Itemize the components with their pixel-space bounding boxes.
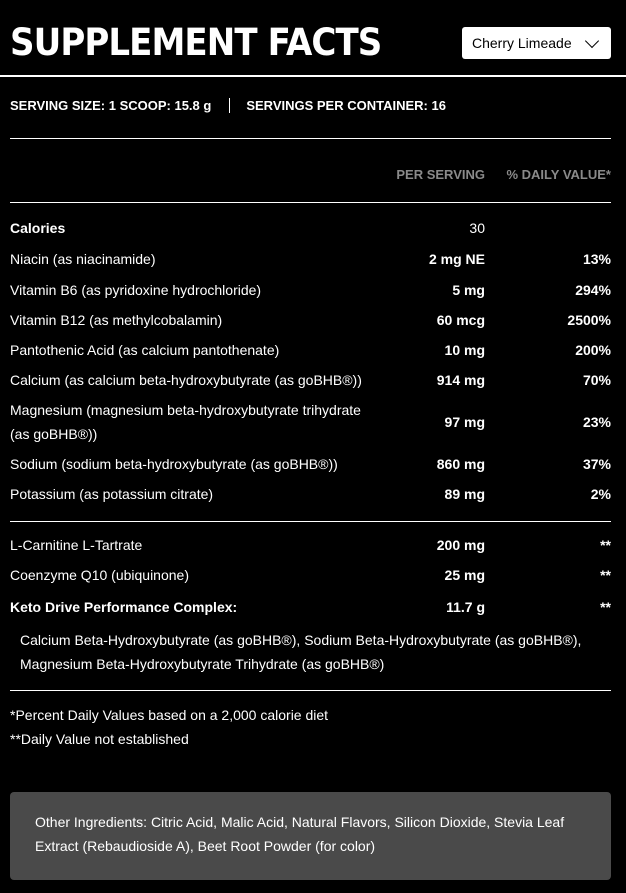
serving-info bbox=[10, 98, 446, 113]
nutrient-daily-value: 13% bbox=[582, 251, 611, 267]
nutrient-name: Potassium (as potassium citrate) bbox=[10, 486, 214, 502]
column-header-divider bbox=[10, 202, 611, 203]
nutrient-amount: 89 mg bbox=[444, 486, 485, 502]
chevron-down-icon bbox=[585, 33, 599, 47]
nutrient-name: Vitamin B12 (as methylcobalamin) bbox=[10, 312, 223, 328]
nutrient-name: Niacin (as niacinamide) bbox=[10, 251, 156, 267]
flavor-dropdown[interactable] bbox=[462, 27, 611, 59]
ingredient-name: Keto Drive Performance Complex: bbox=[10, 599, 238, 615]
servings-per-container: SERVINGS PER CONTAINER: 16 bbox=[246, 98, 446, 113]
nutrient-name: Calcium (as calcium beta-hydroxybutyrate (as goBHB®)) bbox=[10, 372, 362, 388]
nutrient-name: Vitamin B6 (as pyridoxine hydrochloride) bbox=[10, 282, 262, 298]
header-divider bbox=[0, 75, 626, 77]
nutrient-name-continued: (as goBHB®)) bbox=[10, 426, 98, 442]
ingredient-amount: 11.7 g bbox=[446, 599, 485, 615]
ingredient-name: L-Carnitine L-Tartrate bbox=[10, 537, 143, 553]
serving-size: SERVING SIZE: 1 SCOOP: 15.8 g bbox=[10, 98, 212, 113]
complex-detail bbox=[20, 628, 600, 676]
nutrient-amount: 30 bbox=[469, 220, 485, 236]
complex-detail-line: Magnesium Beta-Hydroxybutyrate Trihydrate (as goBHB®) bbox=[20, 656, 385, 672]
footnote-daily-value: *Percent Daily Values based on a 2,000 calorie diet bbox=[10, 707, 329, 723]
nutrients-divider bbox=[10, 521, 611, 522]
ingredient-daily-value: ** bbox=[600, 567, 611, 583]
complex-detail-line: Calcium Beta-Hydroxybutyrate (as goBHB®), Sodium Beta-Hydroxybutyrate (as goBHB®), bbox=[20, 632, 582, 648]
ingredient-name: Coenzyme Q10 (ubiquinone) bbox=[10, 567, 189, 583]
nutrient-daily-value: 70% bbox=[582, 372, 611, 388]
nutrient-daily-value: 2500% bbox=[567, 312, 611, 328]
nutrient-name: Magnesium (magnesium beta-hydroxybutyrate trihydrate bbox=[10, 402, 361, 418]
flavor-selected-value: Cherry Limeade bbox=[472, 35, 572, 51]
nutrient-amount: 2 mg NE bbox=[428, 251, 485, 267]
nutrient-amount: 60 mcg bbox=[436, 312, 485, 328]
nutrient-daily-value: 37% bbox=[582, 456, 611, 472]
per-serving-header: PER SERVING bbox=[396, 167, 485, 182]
ingredients-divider bbox=[10, 690, 611, 691]
nutrient-daily-value: 294% bbox=[575, 282, 611, 298]
ingredient-daily-value: ** bbox=[600, 599, 611, 615]
other-ingredients-box bbox=[10, 792, 611, 880]
footnote-not-established: **Daily Value not established bbox=[10, 731, 189, 747]
daily-value-header: % DAILY VALUE* bbox=[506, 167, 611, 182]
nutrient-amount: 5 mg bbox=[452, 282, 485, 298]
nutrient-amount: 10 mg bbox=[444, 342, 485, 358]
nutrient-amount: 860 mg bbox=[436, 456, 485, 472]
ingredient-amount: 200 mg bbox=[436, 537, 485, 553]
nutrient-daily-value: 2% bbox=[590, 486, 611, 502]
serving-divider bbox=[10, 138, 611, 139]
ingredient-daily-value: ** bbox=[600, 537, 611, 553]
nutrient-daily-value: 200% bbox=[575, 342, 611, 358]
other-ingredients-text: Other Ingredients: Citric Acid, Malic Acid, Natural Flavors, Silicon Dioxide, Stevia Leaf Extract (Rebaudioside A), Beet Root Powder (for color) bbox=[35, 814, 565, 854]
nutrient-amount: 914 mg bbox=[436, 372, 485, 388]
nutrient-amount: 97 mg bbox=[444, 414, 485, 430]
page-title: SUPPLEMENT FACTS bbox=[10, 21, 382, 64]
nutrient-name: Pantothenic Acid (as calcium pantothenate) bbox=[10, 342, 280, 358]
ingredient-amount: 25 mg bbox=[444, 567, 485, 583]
nutrient-name: Sodium (sodium beta-hydroxybutyrate (as goBHB®)) bbox=[10, 456, 338, 472]
nutrient-daily-value: 23% bbox=[582, 414, 611, 430]
nutrient-name: Calories bbox=[10, 220, 66, 236]
serving-separator bbox=[229, 98, 230, 113]
